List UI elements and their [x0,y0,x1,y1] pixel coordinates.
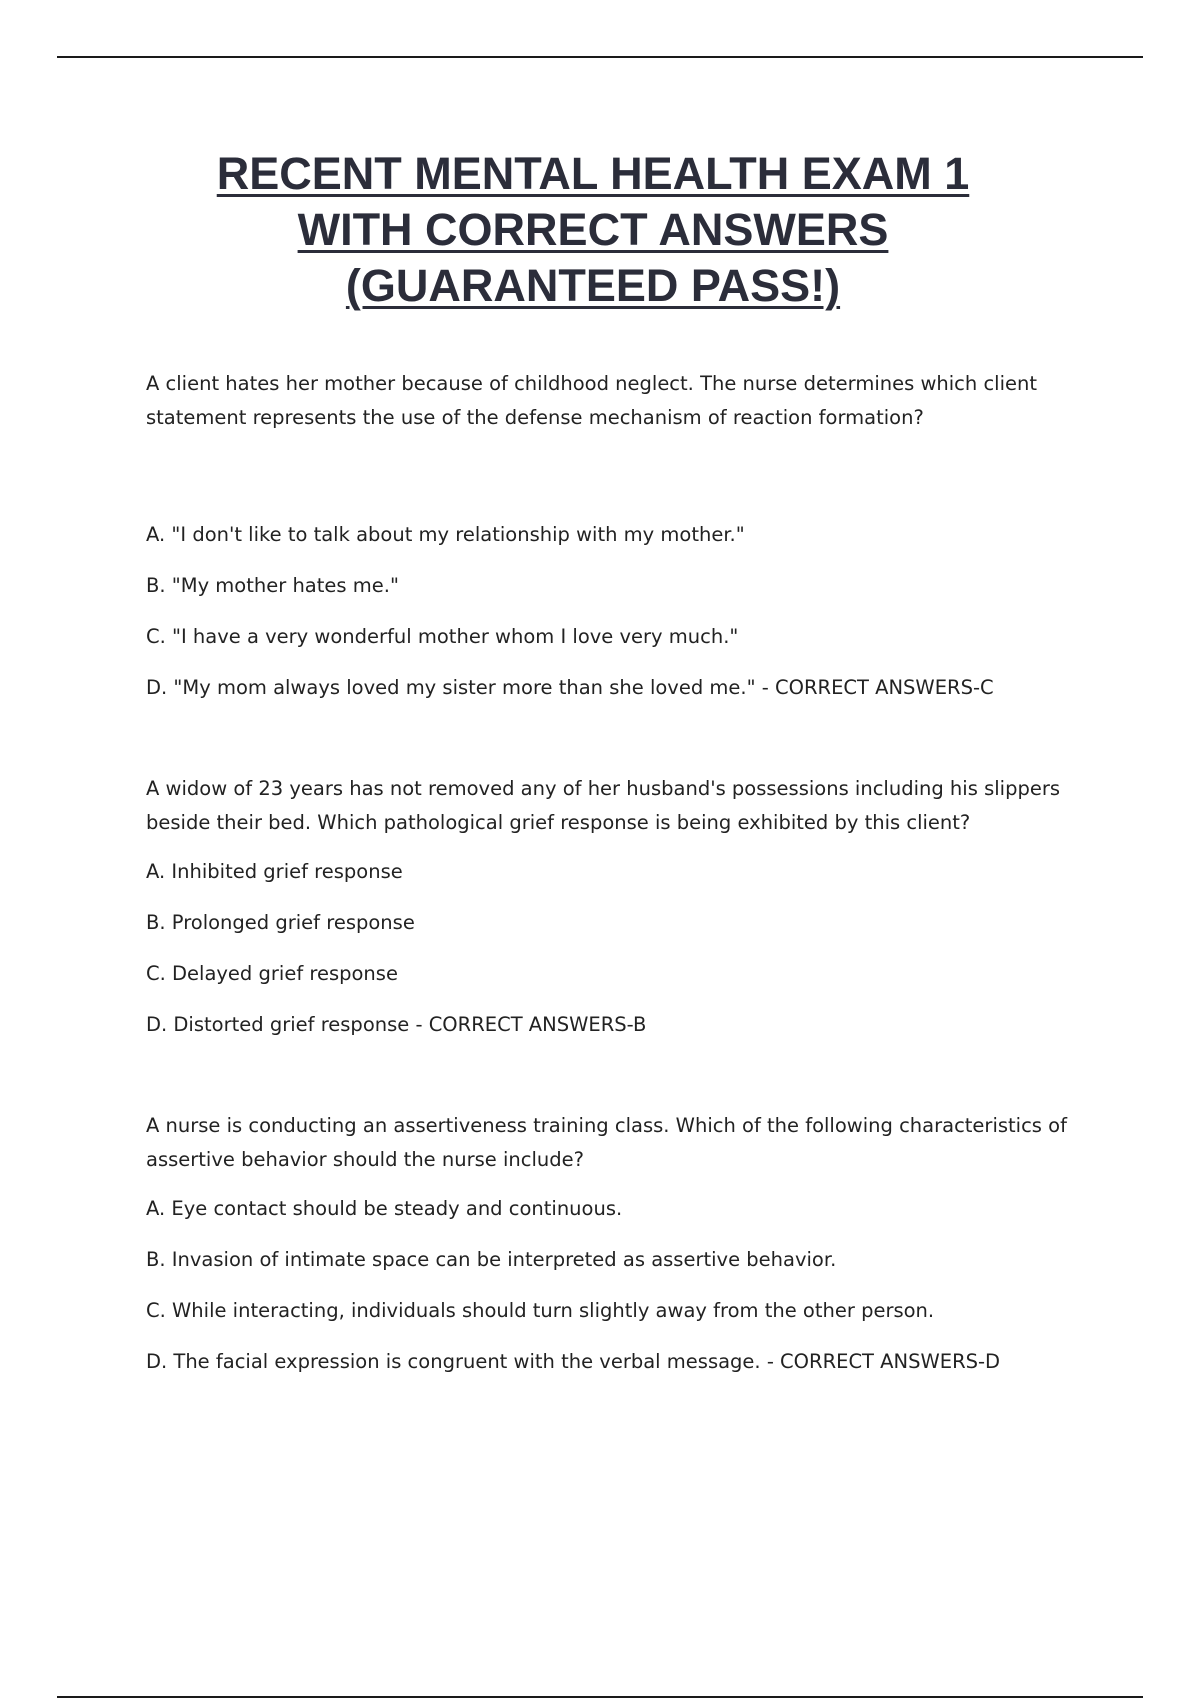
answer-option-c: C. Delayed grief response [146,962,398,985]
answer-option-a: A. Eye contact should be steady and continuous. [146,1197,623,1220]
title-line: (GUARANTEED PASS!) [345,260,841,311]
answer-option-b: B. Invasion of intimate space can be interpreted as assertive behavior. [146,1248,837,1271]
question-stem: A widow of 23 years has not removed any of her husband's possessions including his slippers beside their bed. Which pathological grief response is being exhibited by this client? [146,777,1060,834]
answer-option-d: D. The facial expression is congruent with the verbal message. - CORRECT ANSWERS-D [146,1350,1001,1373]
title-line: WITH CORRECT ANSWERS [297,204,889,255]
question-2 [146,772,1076,1059]
answer-option-a: A. "I don't like to talk about my relationship with my mother." [146,523,745,546]
answer-option-c: C. While interacting, individuals should turn slightly away from the other person. [146,1299,935,1322]
question-stem: A client hates her mother because of childhood neglect. The nurse determines which client statement represents the use of the defense mechanism of reaction formation? [146,372,1038,429]
document-title [0,146,1186,314]
question-3 [146,1109,1076,1396]
header-rule [57,56,1143,58]
title-line: RECENT MENTAL HEALTH EXAM 1 [216,148,970,199]
footer-rule [57,1696,1143,1698]
question-list [146,367,1076,1396]
answer-option-b: B. "My mother hates me." [146,574,399,597]
answer-option-c: C. "I have a very wonderful mother whom I love very much." [146,625,739,648]
question-stem: A nurse is conducting an assertiveness training class. Which of the following characteristics of assertive behavior should the nurse include? [146,1114,1067,1171]
answer-option-a: A. Inhibited grief response [146,860,403,883]
answer-option-d: D. "My mom always loved my sister more than she loved me." - CORRECT ANSWERS-C [146,676,994,699]
answer-option-d: D. Distorted grief response - CORRECT ANSWERS-B [146,1013,647,1036]
answer-option-b: B. Prolonged grief response [146,911,415,934]
question-1 [146,367,1076,722]
